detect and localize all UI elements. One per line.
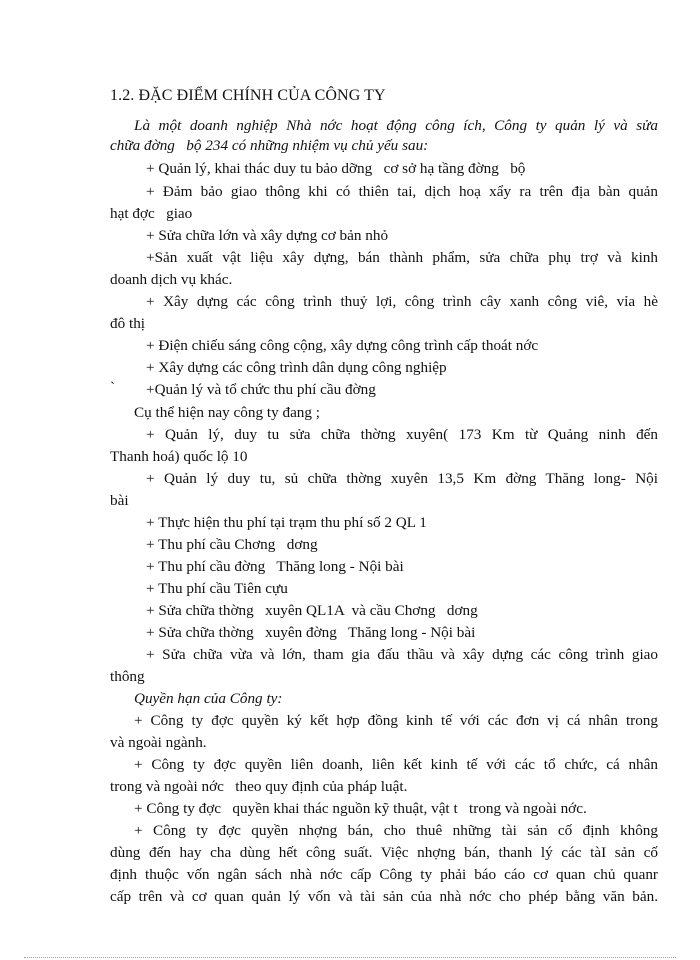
current-line: bài [110,492,129,509]
rights-line: dùng đến hay cha dùng hết công suất. Việc nhợng bán, thanh lý các tàI sản cố [110,844,658,861]
rights-heading: Quyền hạn của Công ty: [134,690,283,707]
backtick-mark: ` [110,379,116,396]
duty-line: +Sản xuất vật liệu xây dựng, bán thành phẩm, sửa chữa phụ trợ và kinh [146,249,658,266]
current-line: + Sửa chữa vừa và lớn, tham gia đấu thầu và xây dựng các công trình giao [146,646,658,663]
rights-line: + Công ty đợc quyền khai thác nguồn kỹ thuật, vật t trong và ngoài nớc. [134,800,587,817]
duty-line: + Xây dựng các công trình dân dụng công nghiệp [146,359,447,376]
current-line: thông [110,668,145,685]
rights-line: cấp trên và cơ quan quản lý vốn và tài sản của nhà nớc cho phép bằng văn bản. [110,888,658,905]
current-line: + Quản lý, duy tu sửa chữa thờng xuyên( 173 Km từ Quảng ninh đến [146,426,658,443]
duty-line: + Xây dựng các công trình thuỷ lợi, công trình cây xanh công viê, vỉa hè [146,293,658,310]
duty-line: + Đảm bảo giao thông khi có thiên tai, dịch hoạ xẩy ra trên địa bàn quản [146,183,658,200]
current-line: Thanh hoá) quốc lộ 10 [110,448,248,465]
current-line: + Quản lý duy tu, sủ chữa thờng xuyên 13,5 Km đờng Thăng long- Nội [146,470,658,487]
rights-line: và ngoài ngành. [110,734,207,751]
rights-line: + Công ty đợc quyền ký kết hợp đồng kinh tế với các đơn vị cá nhân trong [134,712,658,729]
current-line: + Thực hiện thu phí tại trạm thu phí số 2 QL 1 [146,514,427,531]
duty-line: + Điện chiếu sáng công cộng, xây dựng công trình cấp thoát nớc [146,337,539,354]
current-line: + Thu phí cầu Tiên cựu [146,580,288,597]
duty-line: +Quản lý và tổ chức thu phí cầu đờng [146,381,376,398]
rights-line: trong và ngoài nớc theo quy định của pháp luật. [110,778,408,795]
duty-line: + Sửa chữa lớn và xây dựng cơ bản nhỏ [146,227,389,244]
current-line: + Thu phí cầu Chơng dơng [146,536,318,553]
page-border [24,957,676,958]
current-line: + Thu phí cầu đờng Thăng long - Nội bài [146,558,404,575]
current-line: + Sửa chữa thờng xuyên đờng Thăng long - Nội bài [146,624,476,641]
rights-line: định thuộc vốn ngân sách nhà nớc cấp Công ty phải báo cáo cơ quan chủ quanr [110,866,658,883]
duty-line: hạt đợc giao [110,205,193,222]
rights-line: + Công ty đợc quyền nhợng bán, cho thuê những tài sản cố định không [134,822,658,839]
duty-line: đô thị [110,315,146,332]
duty-line: doanh dịch vụ khác. [110,271,233,288]
rights-line: + Công ty đợc quyền liên doanh, liên kết kinh tế với các tổ chức, cá nhân [134,756,658,773]
current-heading: Cụ thể hiện nay công ty đang ; [134,404,321,421]
current-line: + Sửa chữa thờng xuyên QL1A và cầu Chơng dơng [146,602,478,619]
intro-line-2: chữa đờng bộ 234 có những nhiệm vụ chủ yếu sau: [110,137,429,154]
intro-line-1: Là một doanh nghiệp Nhà nớc hoạt động công ích, Công ty quản lý và sửa [134,117,658,134]
section-title: 1.2. ĐẶC ĐIỂM CHÍNH CỦA CÔNG TY [110,87,386,104]
duty-line: + Quản lý, khai thác duy tu bảo dỡng cơ sở hạ tầng đờng bộ [146,160,526,177]
